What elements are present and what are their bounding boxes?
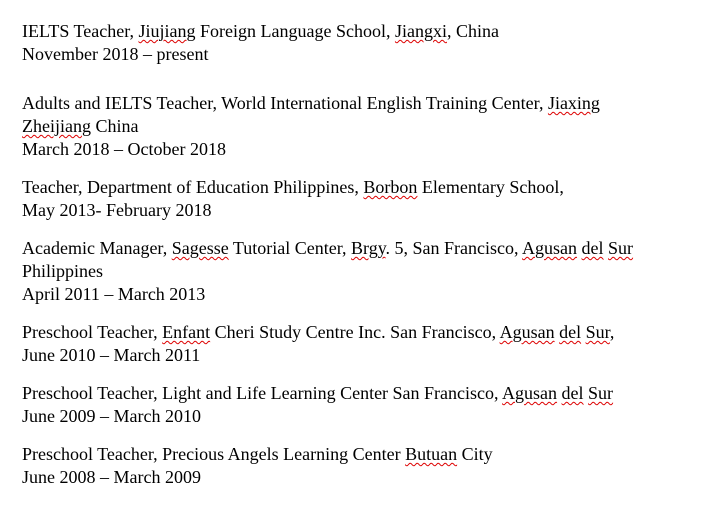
text-line — [22, 405, 688, 428]
text-run: June 2010 – March 2011 — [22, 345, 201, 365]
text-run: . 5, San Francisco, — [385, 238, 523, 258]
paragraph — [22, 176, 688, 222]
misspelled-word: Sagesse — [171, 238, 229, 258]
misspelled-word: Agusan — [499, 322, 555, 342]
misspelled-word: Jiangxi — [394, 21, 447, 41]
paragraph — [22, 92, 688, 161]
text-run: Adults and IELTS Teacher, World International English Training Center, — [22, 93, 548, 113]
paragraph — [22, 382, 688, 428]
misspelled-word: Jiaxing — [547, 93, 600, 113]
text-run: Preschool Teacher, — [22, 322, 163, 342]
paragraph — [22, 321, 688, 367]
text-line — [22, 115, 688, 138]
text-line — [22, 260, 688, 283]
text-run: IELTS Teacher, — [22, 21, 139, 41]
text-run: City — [457, 444, 493, 464]
misspelled-word: Zheijiang — [22, 116, 91, 136]
text-run: March 2018 – October 2018 — [22, 139, 226, 159]
misspelled-word: Sur — [588, 383, 614, 403]
paragraph — [22, 443, 688, 489]
text-run: Elementary School, — [417, 177, 564, 197]
text-line — [22, 466, 688, 489]
text-line — [22, 176, 688, 199]
misspelled-word: del — [561, 383, 584, 403]
document-text — [22, 20, 688, 489]
text-line — [22, 92, 688, 115]
text-line — [22, 382, 688, 405]
text-line — [22, 321, 688, 344]
text-line — [22, 237, 688, 260]
text-run: April 2011 – March 2013 — [22, 284, 206, 304]
text-run: Teacher, Department of Education Philippines, — [22, 177, 364, 197]
text-run: Academic Manager, — [22, 238, 172, 258]
text-run: Philippines — [22, 261, 104, 281]
text-run: China — [90, 116, 139, 136]
text-line — [22, 43, 688, 66]
text-run: , China — [446, 21, 499, 41]
text-run: , — [609, 322, 615, 342]
misspelled-word: del — [559, 322, 582, 342]
text-line — [22, 20, 688, 43]
misspelled-word: Butuan — [405, 444, 458, 464]
misspelled-word: Borbon — [363, 177, 418, 197]
misspelled-word: Sur — [608, 238, 634, 258]
text-run: Preschool Teacher, Precious Angels Learning Center — [22, 444, 406, 464]
text-run: Preschool Teacher, Light and Life Learning Center San Francisco, — [22, 383, 503, 403]
paragraph — [22, 20, 688, 66]
text-run: June 2008 – March 2009 — [22, 467, 201, 487]
misspelled-word: Agusan — [522, 238, 578, 258]
text-line — [22, 138, 688, 161]
text-run: June 2009 – March 2010 — [22, 406, 201, 426]
text-run: Cheri Study Centre Inc. San Francisco, — [210, 322, 500, 342]
misspelled-word: Agusan — [502, 383, 558, 403]
text-run: Foreign Language School, — [195, 21, 395, 41]
misspelled-word: Enfant — [162, 322, 211, 342]
text-run: Tutorial Center, — [228, 238, 352, 258]
text-run: November 2018 – present — [22, 44, 209, 64]
text-line — [22, 344, 688, 367]
misspelled-word: Sur — [585, 322, 610, 342]
paragraph — [22, 237, 688, 306]
misspelled-word: Brgy — [351, 238, 386, 258]
text-line — [22, 199, 688, 222]
text-run: May 2013- February 2018 — [22, 200, 212, 220]
misspelled-word: Jiujiang — [138, 21, 196, 41]
text-line — [22, 283, 688, 306]
text-line — [22, 443, 688, 466]
misspelled-word: del — [581, 238, 604, 258]
